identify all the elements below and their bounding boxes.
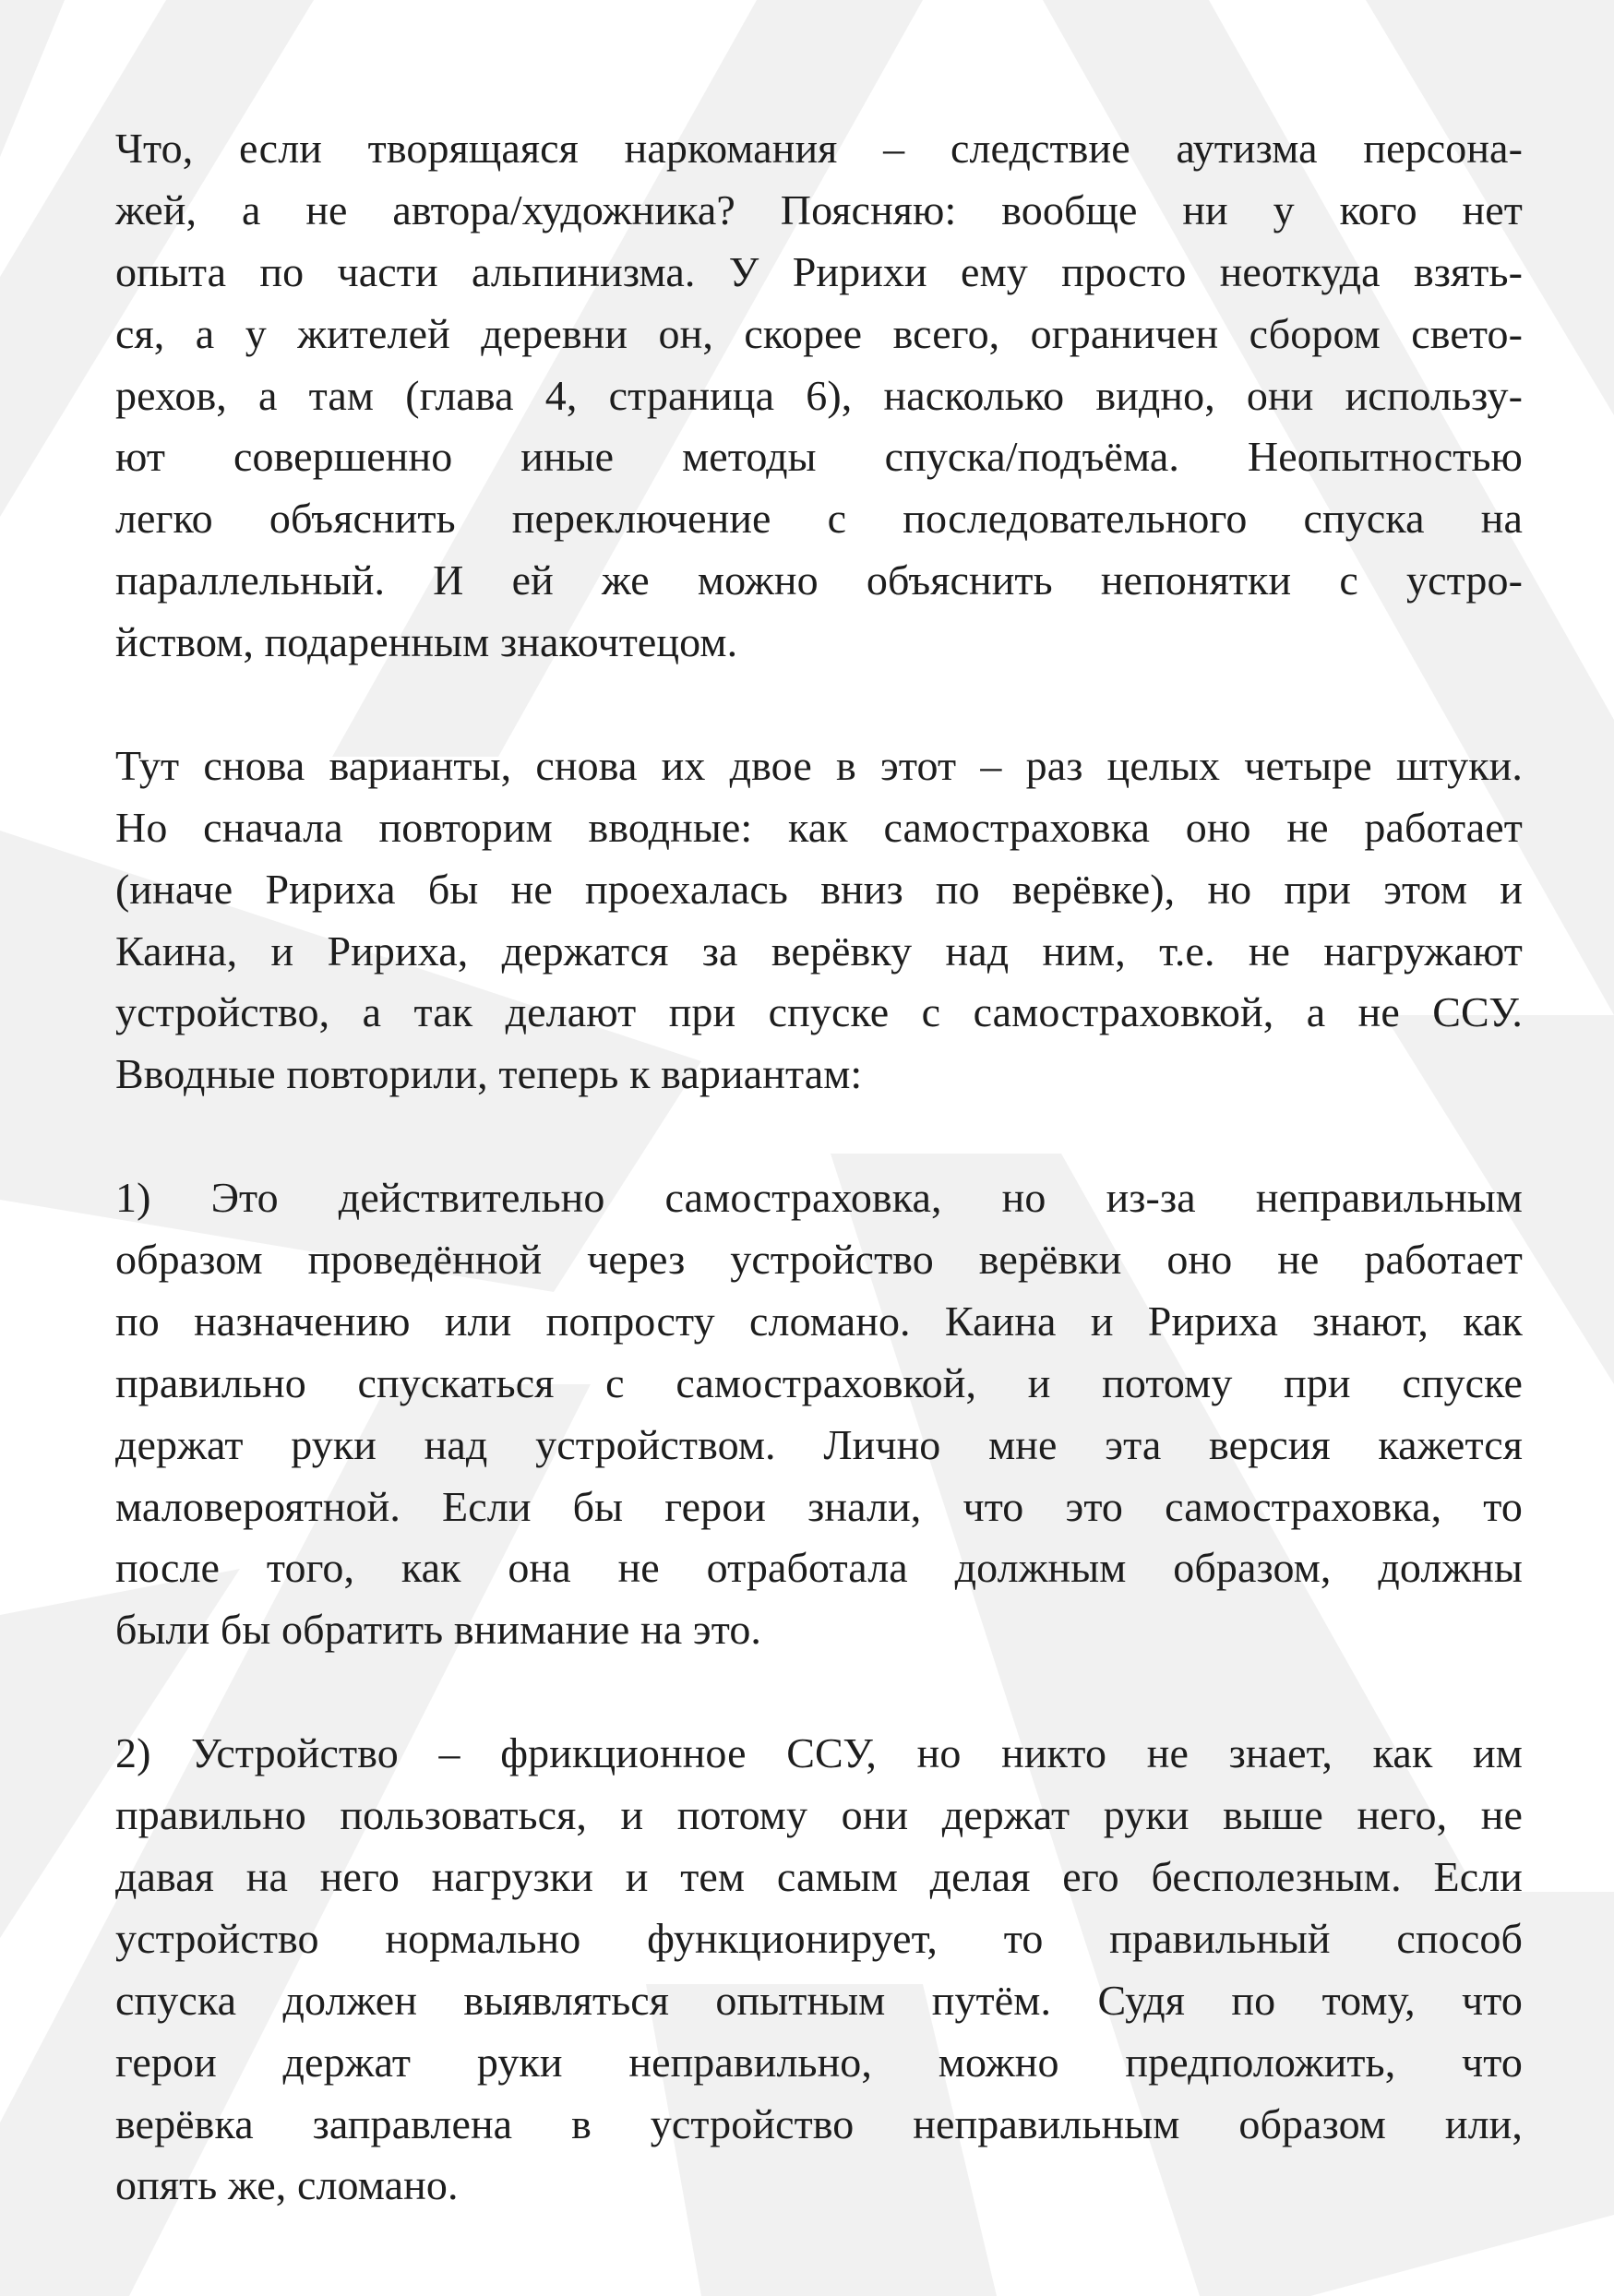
document-body [115,118,1523,2217]
text-line: 1) Это действительно самостраховка, но из-за неправильным [115,1174,1523,1222]
text-line: Каина, и Ририха, держатся за верёвку над ним, т.е. не нагружают [115,927,1523,975]
text-line: (иначе Ририха бы не проехалась вниз по верёвке), но при этом и [115,865,1523,913]
paragraph-variant-1 [115,1167,1523,1661]
text-line: устройство нормально функционирует, то правильный способ [115,1914,1523,1962]
text-line: герои держат руки неправильно, можно предположить, что [115,2038,1523,2086]
text-line: опыта по части альпинизма. У Ририхи ему просто неоткуда взять- [115,247,1523,295]
text-line: Тут снова варианты, снова их двое в этот – раз целых четыре штуки. [115,741,1523,789]
text-line: жей, а не автора/художника? Поясняю: вообще ни у кого нет [115,185,1523,233]
text-line: Вводные повторили, теперь к вариантам: [115,1050,863,1098]
paragraph-variant-2 [115,1723,1523,2217]
text-line: спуска должен выявляться опытным путём. Судя по тому, что [115,1976,1523,2024]
text-line: верёвка заправлена в устройство неправильным образом или, [115,2099,1523,2147]
paragraph-variants [115,735,1523,1106]
text-line: йством, подаренным знакочтецом. [115,618,738,666]
text-line: держат руки над устройством. Лично мне эта версия кажется [115,1420,1523,1468]
text-line: рехов, а там (глава 4, страница 6), насколько видно, они использу- [115,371,1523,419]
text-line: ют совершенно иные методы спуска/подъёма. Неопытностью [115,433,1523,481]
text-line: по назначению или попросту сломано. Каина и Ририха знают, как [115,1297,1523,1345]
text-line: параллельный. И ей же можно объяснить непонятки с устро- [115,556,1523,604]
text-line: Но сначала повторим вводные: как самостраховка оно не работает [115,803,1523,851]
text-line: после того, как она не отработала должным образом, должны [115,1544,1523,1592]
text-line: маловероятной. Если бы герои знали, что это самостраховка, то [115,1482,1523,1530]
text-line: Что, если творящаяся наркомания – следствие аутизма персона- [115,125,1523,172]
text-line: давая на него нагрузки и тем самым делая его бесполезным. Если [115,1852,1523,1900]
text-line: образом проведённой через устройство верёвки оно не работает [115,1236,1523,1284]
text-line: устройство, а так делают при спуске с самостраховкой, а не ССУ. [115,988,1523,1036]
text-line: 2) Устройство – фрикционное ССУ, но никто не знает, как им [115,1729,1523,1777]
text-line: легко объяснить переключение с последовательного спуска на [115,495,1523,543]
text-line: правильно спускаться с самостраховкой, и потому при спуске [115,1358,1523,1406]
paragraph-intro [115,118,1523,674]
text-line: были бы обратить внимание на это. [115,1606,762,1654]
text-line: правильно пользоваться, и потому они держат руки выше него, не [115,1791,1523,1839]
text-line: ся, а у жителей деревни он, скорее всего, ограничен сбором свето- [115,309,1523,357]
text-line: опять же, сломано. [115,2161,459,2209]
